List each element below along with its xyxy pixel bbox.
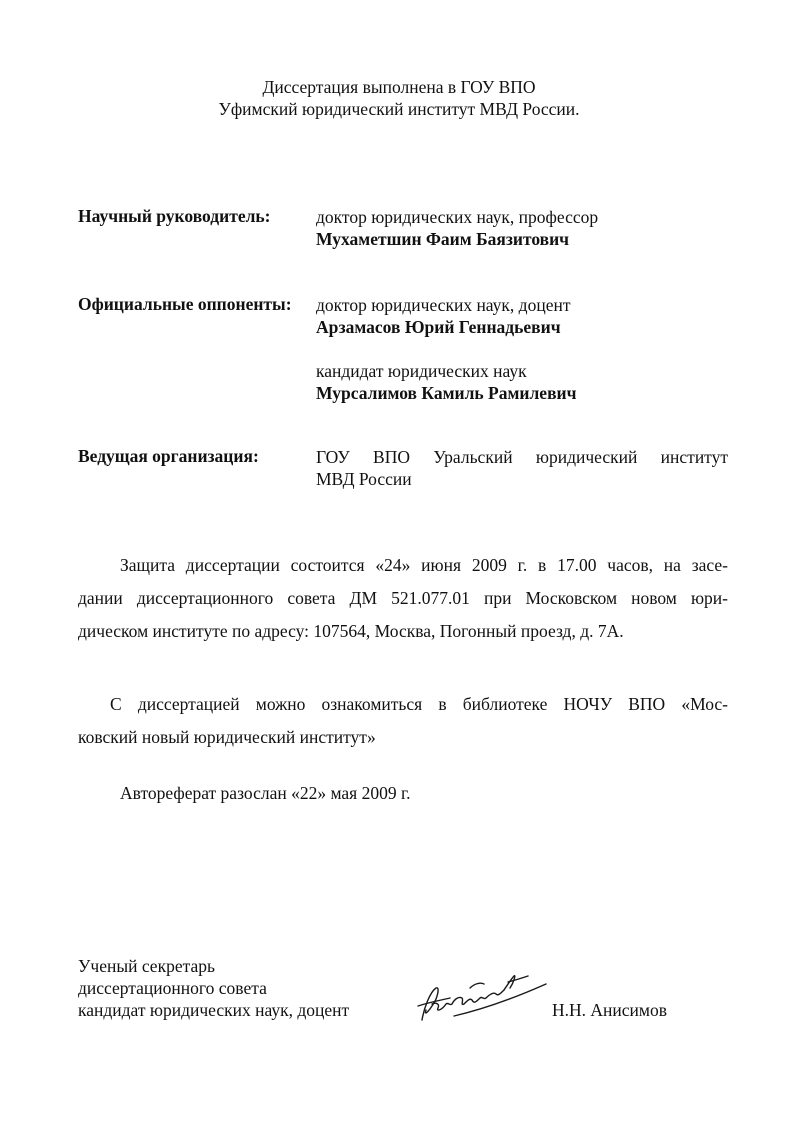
header-line-1: Диссертация выполнена в ГОУ ВПО <box>262 77 536 97</box>
handwritten-signature <box>410 958 550 1028</box>
opponent-1-title: доктор юридических наук, доцент <box>316 295 571 315</box>
sent-text: Автореферат разослан «22» мая 2009 г. <box>120 783 411 803</box>
secretary-line-2: диссертационного совета <box>78 978 267 998</box>
lead-org-content <box>316 446 728 490</box>
library-line-1: С диссертацией можно ознакомиться в библиотеке НОЧУ ВПО «Мос- <box>110 694 728 714</box>
defense-line-3: дическом институте по адресу: 107564, Москва, Погонный проезд, д. 7А. <box>78 621 624 641</box>
supervisor-title: доктор юридических наук, профессор <box>316 207 599 227</box>
opponent-1-name: Арзамасов Юрий Геннадьевич <box>316 317 561 337</box>
header <box>0 76 800 120</box>
library-line-2: ковский новый юридический институт» <box>78 727 376 747</box>
sent-paragraph <box>78 777 728 810</box>
supervisor-label: Научный руководитель: <box>78 206 271 226</box>
secretary-name: Н.Н. Анисимов <box>552 1000 667 1020</box>
library-line-1-wrap <box>78 688 728 721</box>
defense-line-1-wrap <box>78 549 728 582</box>
secretary-line-3: кандидат юридических наук, доцент <box>78 1000 350 1020</box>
supervisor-name: Мухаметшин Фаим Баязитович <box>316 229 570 249</box>
defense-line-1: Защита диссертации состоится «24» июня 2009 г. в 17.00 часов, на засе- <box>120 555 728 575</box>
secretary-line-1: Ученый секретарь <box>78 956 215 976</box>
lead-org-label: Ведущая организация: <box>78 446 259 466</box>
header-line-2: Уфимский юридический институт МВД России. <box>218 99 580 119</box>
secretary-block <box>78 955 349 1021</box>
opponent-2-title: кандидат юридических наук <box>316 361 527 381</box>
lead-org-line-2: МВД России <box>316 469 412 489</box>
lead-org-line-1: ГОУ ВПО Уральский юридический институт <box>316 447 728 467</box>
defense-line-2: дании диссертационного совета ДМ 521.077.01 при Московском новом юри- <box>78 588 728 608</box>
supervisor-content <box>316 206 728 250</box>
defense-paragraph <box>78 549 728 648</box>
library-paragraph <box>78 688 728 754</box>
opponent-2-name: Мурсалимов Камиль Рамилевич <box>316 383 577 403</box>
opponents-content <box>316 294 728 404</box>
opponents-label: Официальные оппоненты: <box>78 294 292 314</box>
